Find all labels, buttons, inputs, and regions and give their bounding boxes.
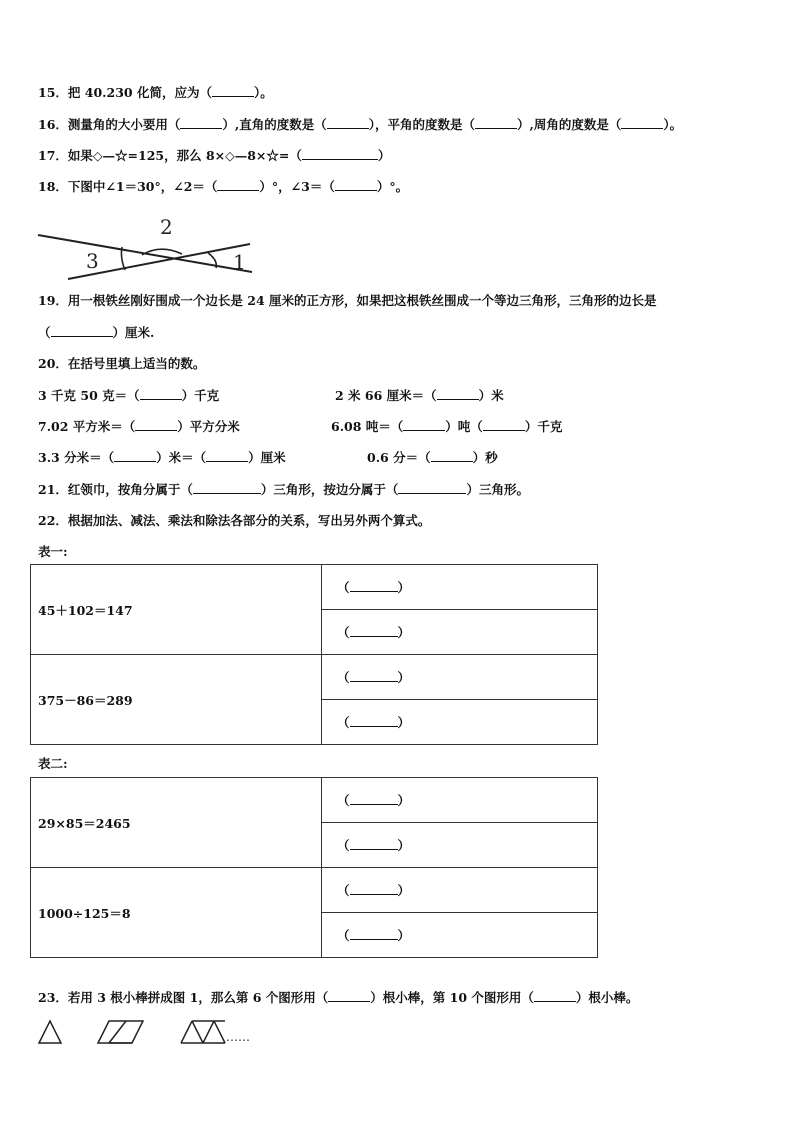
q19-answer-blank[interactable]: [51, 325, 113, 337]
q21-number: 21．: [38, 482, 68, 497]
q16-answer-blank-2[interactable]: [327, 117, 369, 129]
q22-eq1-answer-1[interactable]: [322, 565, 598, 610]
q19-number: 19．: [38, 293, 68, 308]
paren-close: ）: [397, 838, 411, 853]
q20-r2a-blank[interactable]: [135, 419, 177, 431]
q23-line: [38, 988, 638, 1006]
q16-text-1: 测量角的大小要用（: [67, 117, 181, 132]
q16-text-4: ）,周角的度数是（: [517, 117, 622, 132]
paren-open: （: [337, 793, 350, 808]
q16-text-3: ），平角的度数是（: [368, 117, 476, 132]
q20-r1a-pre: 3 千克 50 克＝（: [38, 388, 140, 403]
q23-number: 23．: [38, 990, 68, 1005]
q22-table2: [30, 777, 598, 958]
q23-ellipsis: ……: [226, 1030, 250, 1044]
answer-blank[interactable]: [350, 883, 398, 895]
paren-open: （: [337, 883, 350, 898]
q23-figure-2-icon: [98, 1021, 143, 1043]
q22-eq3: 29×85＝2465: [31, 778, 322, 868]
q16-text-5: ）。: [663, 117, 683, 132]
q20-r2b-post: ）千克: [524, 419, 563, 434]
q21-answer-blank-1[interactable]: [193, 482, 261, 494]
q15-line: [38, 83, 273, 101]
paren-close: ）: [397, 670, 411, 685]
q15-text: 把 40.230 化简，应为（: [67, 85, 212, 100]
q21-text-3: ）三角形。: [466, 482, 529, 497]
paren-close: ）: [397, 883, 411, 898]
paren-close: ）: [397, 793, 411, 808]
answer-blank[interactable]: [350, 793, 398, 805]
q18-number: 18．: [38, 179, 68, 194]
q20-r2b-blank-2[interactable]: [483, 419, 525, 431]
q20-row1-right: [335, 386, 504, 404]
q19-paren-close: ）厘米.: [112, 325, 155, 340]
q22-eq3-answer-2[interactable]: [322, 823, 598, 868]
q17-text: 如果◇—☆=125，那么 8×◇—8×☆=（: [67, 148, 302, 163]
q17-answer-blank[interactable]: [302, 148, 378, 160]
q18-answer-blank-1[interactable]: [217, 179, 259, 191]
q20-line: [38, 354, 205, 372]
q21-text-1: 红领巾，按角分属于（: [67, 482, 193, 497]
q20-r3b-pre: 0.6 分＝（: [367, 450, 431, 465]
q18-text-1: 下图中∠1＝30°，∠2＝（: [67, 179, 218, 194]
q22-eq4: 1000÷125＝8: [31, 868, 322, 958]
q16-answer-blank-1[interactable]: [180, 117, 222, 129]
q20-row1-left: [38, 386, 219, 404]
q22-eq3-answer-1[interactable]: [322, 778, 598, 823]
q20-r3b-blank[interactable]: [431, 450, 473, 462]
q18-label-1: 1: [233, 250, 246, 274]
q20-r3b-post: ）秒: [472, 450, 498, 465]
q22-eq1-answer-2[interactable]: [322, 610, 598, 655]
q20-row2-right: [331, 417, 562, 435]
answer-blank[interactable]: [350, 670, 398, 682]
q16-number: 16．: [38, 117, 68, 132]
q20-r1b-pre: 2 米 66 厘米＝（: [335, 388, 437, 403]
q20-r1b-blank[interactable]: [437, 388, 479, 400]
q20-r3a-blank-2[interactable]: [206, 450, 248, 462]
q19-line: [38, 291, 657, 309]
q21-answer-blank-2[interactable]: [398, 482, 466, 494]
q17-tail: ）: [377, 148, 391, 163]
q20-row3-left: [38, 448, 286, 466]
q19-paren-open: （: [38, 325, 51, 340]
q20-r2a-post: ）平方分米: [177, 419, 240, 434]
table-row: [31, 565, 598, 610]
q22-table1-label: 表一:: [38, 544, 68, 559]
q22-eq4-answer-2[interactable]: [322, 913, 598, 958]
paren-open: （: [337, 715, 350, 730]
q16-answer-blank-3[interactable]: [475, 117, 517, 129]
q22-eq2-answer-1[interactable]: [322, 655, 598, 700]
q18-answer-blank-2[interactable]: [335, 179, 377, 191]
q22-table2-label: 表二:: [38, 756, 68, 771]
answer-blank[interactable]: [350, 580, 398, 592]
answer-blank[interactable]: [350, 928, 398, 940]
table-row: [31, 778, 598, 823]
q20-number: 20．: [38, 356, 68, 371]
answer-blank[interactable]: [350, 625, 398, 637]
q22-line: [38, 511, 430, 529]
paren-open: （: [337, 580, 350, 595]
q22-eq1: 45＋102＝147: [31, 565, 322, 655]
paren-close: ）: [397, 928, 411, 943]
paren-close: ）: [397, 715, 411, 730]
q18-angle-figure: [30, 208, 270, 288]
q18-line: [38, 177, 408, 195]
q20-row2-left: [38, 417, 240, 435]
q22-table1: [30, 564, 598, 745]
q22-number: 22．: [38, 513, 68, 528]
q16-answer-blank-4[interactable]: [621, 117, 663, 129]
q20-r3a-post: ）厘米: [248, 450, 286, 465]
paren-open: （: [337, 838, 350, 853]
q20-r3a-mid: ）米＝（: [156, 450, 207, 465]
q23-text-1: 若用 3 根小棒拼成图 1，那么第 6 个图形用（: [67, 990, 329, 1005]
paren-open: （: [337, 670, 350, 685]
q17-line: [38, 146, 390, 164]
table-row: [31, 655, 598, 700]
q18-label-3: 3: [86, 249, 99, 273]
q21-text-2: ）三角形，按边分属于（: [260, 482, 399, 497]
table-row: [31, 868, 598, 913]
q16-text-2: ）,直角的度数是（: [222, 117, 327, 132]
q20-r1a-blank[interactable]: [140, 388, 182, 400]
q16-line: [38, 115, 682, 133]
q22-eq4-answer-1[interactable]: [322, 868, 598, 913]
q15-answer-blank[interactable]: [212, 85, 254, 97]
q18-text-2: ）°，∠3＝（: [259, 179, 335, 194]
q19-text: 用一根铁丝刚好围成一个边长是 24 厘米的正方形，如果把这根铁丝围成一个等边三角形，三角形的边长是: [67, 293, 657, 308]
q20-text: 在括号里填上适当的数。: [67, 356, 206, 371]
answer-blank[interactable]: [350, 715, 398, 727]
q20-r2a-pre: 7.02 平方米＝（: [38, 419, 136, 434]
q20-r3a-blank-1[interactable]: [114, 450, 156, 462]
paren-open: （: [337, 928, 350, 943]
answer-blank[interactable]: [350, 838, 398, 850]
paren-close: ）: [397, 625, 411, 640]
q22-eq2-answer-2[interactable]: [322, 700, 598, 745]
q18-label-2: 2: [160, 215, 173, 239]
q18-text-3: ）°。: [376, 179, 409, 194]
q17-number: 17．: [38, 148, 68, 163]
q20-r2b-blank-1[interactable]: [403, 419, 445, 431]
q23-stick-figures: [36, 1017, 276, 1047]
q23-answer-blank-1[interactable]: [328, 990, 370, 1002]
q15-tail: ）。: [253, 85, 273, 100]
q23-text-2: ）根小棒，第 10 个图形用（: [370, 990, 534, 1005]
q23-text-3: ）根小棒。: [575, 990, 639, 1005]
q20-r1a-post: ）千克: [181, 388, 220, 403]
paren-open: （: [337, 625, 350, 640]
q23-figure-3-icon: [181, 1021, 225, 1043]
paren-close: ）: [397, 580, 411, 595]
q20-r2b-pre: 6.08 吨＝（: [331, 419, 404, 434]
q20-r3a-pre: 3.3 分米＝（: [38, 450, 115, 465]
q23-answer-blank-2[interactable]: [534, 990, 576, 1002]
q15-number: 15．: [38, 85, 68, 100]
q22-text: 根据加法、减法、乘法和除法各部分的关系，写出另外两个算式。: [67, 513, 431, 528]
q21-line: [38, 480, 529, 498]
q19-line-2: [38, 323, 154, 341]
q23-figure-1-triangle-icon: [39, 1021, 61, 1043]
q22-eq2: 375－86＝289: [31, 655, 322, 745]
q20-row3-right: [367, 448, 498, 466]
q20-r2b-mid: ）吨（: [445, 419, 483, 434]
q20-r1b-post: ）米: [478, 388, 504, 403]
